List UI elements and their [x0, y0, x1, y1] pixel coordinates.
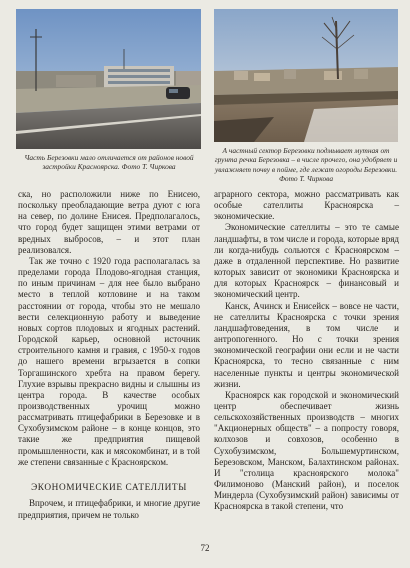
section-heading: ЭКОНОМИЧЕСКИЕ САТЕЛЛИТЫ	[31, 482, 187, 493]
paragraph: ска, но расположили ниже по Енисею, поскольку преобладающие ветра дуют с юга на север, по долине Енисея. Предполагалось, что город будет защищен этими ветрами от вредных выбросов, – и этот план реализовался.	[18, 189, 200, 255]
left-text-column	[18, 189, 200, 521]
paragraph: Красноярск как городской и экономический центр обеспечивает жизнь сельскохозяйственных производств – многих "Акционерных обществ" – а попросту говоря, колхозов и совхозов, особенно в Сухобузимском, Большемуртинском, Березовском, Манском, Балахтинском районах. И "столица красноярского молока" Филимоново (Манский район), и поселок Миндерла (Сухобузимский район) зависимы от Красноярска в такой степени, что	[214, 389, 399, 512]
photo-berezovka-river	[214, 9, 398, 142]
photo-river-scene	[214, 9, 398, 142]
paragraph: Впрочем, и птицефабрики, и многие другие предприятия, причем не только	[18, 498, 200, 520]
paragraph: Экономические сателлиты – это те самые ландшафты, в том числе и города, которые вряд ли когда-нибудь сольются с Красноярском – даже в отдаленной перспективе. Но развитие которых зависит от экономики Красноярска и для которых Красноярск – финансовый и экономический центр.	[214, 222, 399, 300]
page-number: 72	[200, 543, 210, 553]
photo-berezovka-road	[16, 9, 201, 149]
right-text-column	[214, 189, 399, 513]
paragraph: Канск, Ачинск и Енисейск – вовсе не части, не сателлиты Красноярска с точки зрения ландшафтоведения, в том числе и антропогенного. Но с точки зрения экономической географии они если и не части Красноярска, то тесно связанные с ним населенные пункты и центры экономической жизни.	[214, 300, 399, 389]
paragraph: аграрного сектора, можно рассматривать как особые сателлиты Красноярска – экономические.	[214, 189, 399, 222]
photo-road-scene	[16, 9, 201, 149]
photo-caption-river: А частный сектор Березовки подмывает мутная от грунта речка Березовка – в числе прочего, она удобряет и увлажняет почву в пойме, где лежат огороды Березовки. Фото Т. Чиркова	[214, 146, 398, 183]
photo-caption-road: Часть Березовки мало отличается от районов новой застройки Красноярска. Фото Т. Чиркова	[24, 153, 194, 172]
paragraph: Так же точно с 1920 года располагалась за пределами города Плодово-ягодная станция, по иным причинам – для нее было выбрано место в теплой котловине и на таком расстоянии от города, чтобы это не мешало вести селекционную работу и выведение новых сортов плодовых и ягодных растений. Городской карьер, основной источник строительного камня и гравия, с 1950-х годов до нашего времени вгрызается в сопки Торгашинского хребта на правом берегу. Глухие взрывы прекрасно видны и слышны из центра города. В качестве особых производственных урочищ можно рассматривать птицефабрики в Березовке и в Сухобузимском районе – в конце концов, это такие же предприятия пищевой промышленности, как и мясокомбинат, и в той же степени связанные с Красноярском.	[18, 255, 200, 467]
